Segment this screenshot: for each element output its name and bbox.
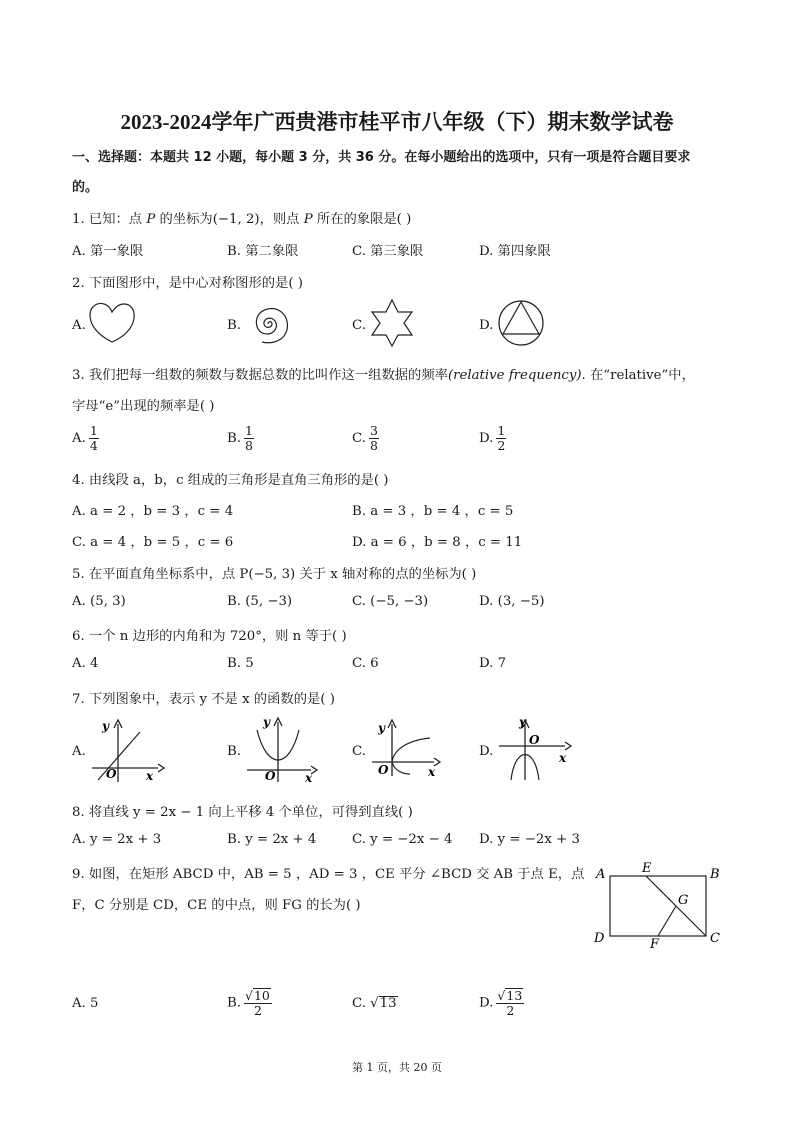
question-6: 6. 一个 n 边形的内角和为 720°，则 n 等于( ) <box>72 629 347 644</box>
graph-d-origin: O <box>529 733 540 747</box>
rectangle-geometry-figure <box>590 860 730 950</box>
graph-c-origin: O <box>378 763 389 777</box>
q1-text-c: ，则点 <box>259 212 304 227</box>
graph-c-x-label: x <box>428 765 436 779</box>
q4-option-a: A. a = 2 ，b = 3 ，c = 4 <box>72 504 234 519</box>
graph-d-downward-parabola-icon <box>497 716 577 782</box>
graph-b-x-label: x <box>305 771 313 785</box>
q3-c-num: 3 <box>369 423 378 438</box>
spiral-shape-icon <box>244 300 294 346</box>
q6-option-b: B. 5 <box>227 656 254 671</box>
section-heading-line1: 一、选择题：本题共 12 小题，每小题 3 分，共 36 分。在每小题给出的选项中，只有一项是符合题目要求 <box>72 150 691 165</box>
question-7: 7. 下列图象中，表示 y 不是 x 的函数的是( ) <box>72 692 335 707</box>
q9-d-den: 2 <box>506 1003 515 1018</box>
fig-label-c: C <box>710 931 720 946</box>
q1-point: P <box>146 212 156 227</box>
q1-point-2: P <box>303 212 313 227</box>
q9-c-radicand: 13 <box>379 996 397 1011</box>
q6-option-d: D. 7 <box>479 656 507 671</box>
q5-option-a: A. (5, 3) <box>72 594 126 609</box>
q9-b-radicand: 10 <box>253 988 270 1003</box>
q8-option-c: C. y = −2x − 4 <box>352 832 453 847</box>
q3-a-num: 1 <box>89 423 98 438</box>
q5-option-c: C. (−5, −3) <box>352 594 429 609</box>
q3-option-c <box>352 424 379 453</box>
page-title: 2023-2024学年广西贵港市桂平市八年级（下）期末数学试卷 <box>120 110 674 134</box>
fig-label-d: D <box>594 931 605 946</box>
q5-option-b: B. (5, −3) <box>227 594 293 609</box>
q3-math: (relative frequency) <box>447 368 582 383</box>
q3-text-b: . 在“relative”中， <box>581 368 695 383</box>
q2-label-c: C. <box>352 318 366 333</box>
fig-label-b: B <box>710 867 720 882</box>
q8-option-b: B. y = 2x + 4 <box>227 832 317 847</box>
q7-label-d: D. <box>479 744 494 759</box>
graph-b-y-label: y <box>263 715 270 729</box>
graph-a-line-icon <box>90 718 165 783</box>
q7-label-a: A. <box>72 744 86 759</box>
q2-label-b: B. <box>227 318 241 333</box>
q8-option-d: D. y = −2x + 3 <box>479 832 580 847</box>
q4-option-b: B. a = 3 ，b = 4 ，c = 5 <box>352 504 514 519</box>
graph-a-x-label: x <box>146 769 154 783</box>
graph-c-sideways-parabola-icon <box>370 718 445 778</box>
six-point-star-icon <box>366 298 418 348</box>
q7-label-c: C. <box>352 744 366 759</box>
q9-option-c-label: C. <box>352 996 366 1011</box>
question-9-line2: F，C 分别是 CD，CE 的中点，则 FG 的长为( ) <box>72 898 361 913</box>
q4-option-c: C. a = 4 ，b = 5 ，c = 6 <box>72 535 234 550</box>
q3-option-c-label: C. <box>352 431 366 446</box>
page-footer: 第 1 页，共 20 页 <box>352 1061 442 1074</box>
q3-a-den: 4 <box>89 438 98 453</box>
q3-option-a <box>72 424 99 453</box>
q1-option-c: C. 第三象限 <box>352 244 424 259</box>
q9-option-c: C. √13 <box>352 996 397 1011</box>
graph-b-origin: O <box>265 769 276 783</box>
fig-label-g: G <box>678 893 689 908</box>
q1-text-b: 的坐标为 <box>155 212 213 227</box>
fig-label-e: E <box>642 861 652 876</box>
fig-label-f: F <box>650 937 660 952</box>
graph-a-origin: O <box>106 767 117 781</box>
q9-option-b: B. $\frac{√10}{2}$ <box>227 988 270 1018</box>
q9-d-radicand: 13 <box>506 988 523 1003</box>
q1-option-a: A. 第一象限 <box>72 244 144 259</box>
q7-label-b: B. <box>227 744 241 759</box>
q8-option-a: A. y = 2x + 3 <box>72 832 162 847</box>
graph-d-x-label: x <box>559 751 567 765</box>
heart-shape-icon <box>88 300 138 346</box>
graph-c-y-label: y <box>378 721 385 735</box>
question-5: 5. 在平面直角坐标系中，点 P(−5, 3) 关于 x 轴对称的点的坐标为( ) <box>72 567 477 582</box>
q3-option-d-label: D. <box>479 431 494 446</box>
q9-b-den: 2 <box>253 1003 262 1018</box>
question-1 <box>72 208 411 227</box>
q4-option-d: D. a = 6 ，b = 8 ，c = 11 <box>352 535 523 550</box>
q3-option-a-label: A. <box>72 431 86 446</box>
q1-option-d: D. 第四象限 <box>479 244 551 259</box>
q3-option-b-label: B. <box>227 431 241 446</box>
q3-c-den: 8 <box>369 438 378 453</box>
q3-option-b <box>227 424 254 453</box>
graph-b-parabola-icon <box>245 714 320 785</box>
q3-d-den: 2 <box>497 438 506 453</box>
section-heading-line2: 的。 <box>72 180 99 195</box>
q1-coord: (−1, 2) <box>212 212 260 227</box>
question-4: 4. 由线段 a，b，c 组成的三角形是直角三角形的是( ) <box>72 473 389 488</box>
q1-option-b: B. 第二象限 <box>227 244 299 259</box>
question-3-line1 <box>72 364 695 383</box>
question-3-line2: 字母“e”出现的频率是( ) <box>72 399 215 414</box>
q3-b-den: 8 <box>245 438 253 453</box>
question-8: 8. 将直线 y = 2x − 1 向上平移 4 个单位，可得到直线( ) <box>72 805 413 820</box>
graph-d-y-label: y <box>519 715 526 729</box>
q3-text-a: 3. 我们把每一组数的频数与数据总数的比叫作这一组数据的频率 <box>72 368 448 383</box>
q3-d-num: 1 <box>497 423 506 438</box>
question-9-line1: 9. 如图，在矩形 ABCD 中，AB = 5 ，AD = 3 ，CE 平分 ∠BCD 交 AB 于点 E，点 <box>72 867 585 882</box>
q1-text-a: 1. 已知：点 <box>72 212 147 227</box>
q9-option-d-label: D. <box>479 995 494 1011</box>
q9-option-a: A. 5 <box>72 996 99 1011</box>
fig-label-a: A <box>596 867 606 882</box>
q6-option-c: C. 6 <box>352 656 379 671</box>
q1-text-d: 所在的象限是( ) <box>312 212 412 227</box>
q2-label-a: A. <box>72 318 86 333</box>
q3-option-d <box>479 424 506 453</box>
q6-option-a: A. 4 <box>72 656 99 671</box>
q3-b-num: 1 <box>245 423 253 438</box>
q9-option-d: D. $\frac{√13}{2}$ <box>479 988 523 1018</box>
q2-label-d: D. <box>479 318 494 333</box>
q5-option-d: D. (3, −5) <box>479 594 545 609</box>
question-2: 2. 下面图形中，是中心对称图形的是( ) <box>72 276 303 291</box>
q9-option-b-label: B. <box>227 995 241 1011</box>
graph-a-y-label: y <box>102 719 109 733</box>
circle-triangle-icon <box>496 298 546 348</box>
